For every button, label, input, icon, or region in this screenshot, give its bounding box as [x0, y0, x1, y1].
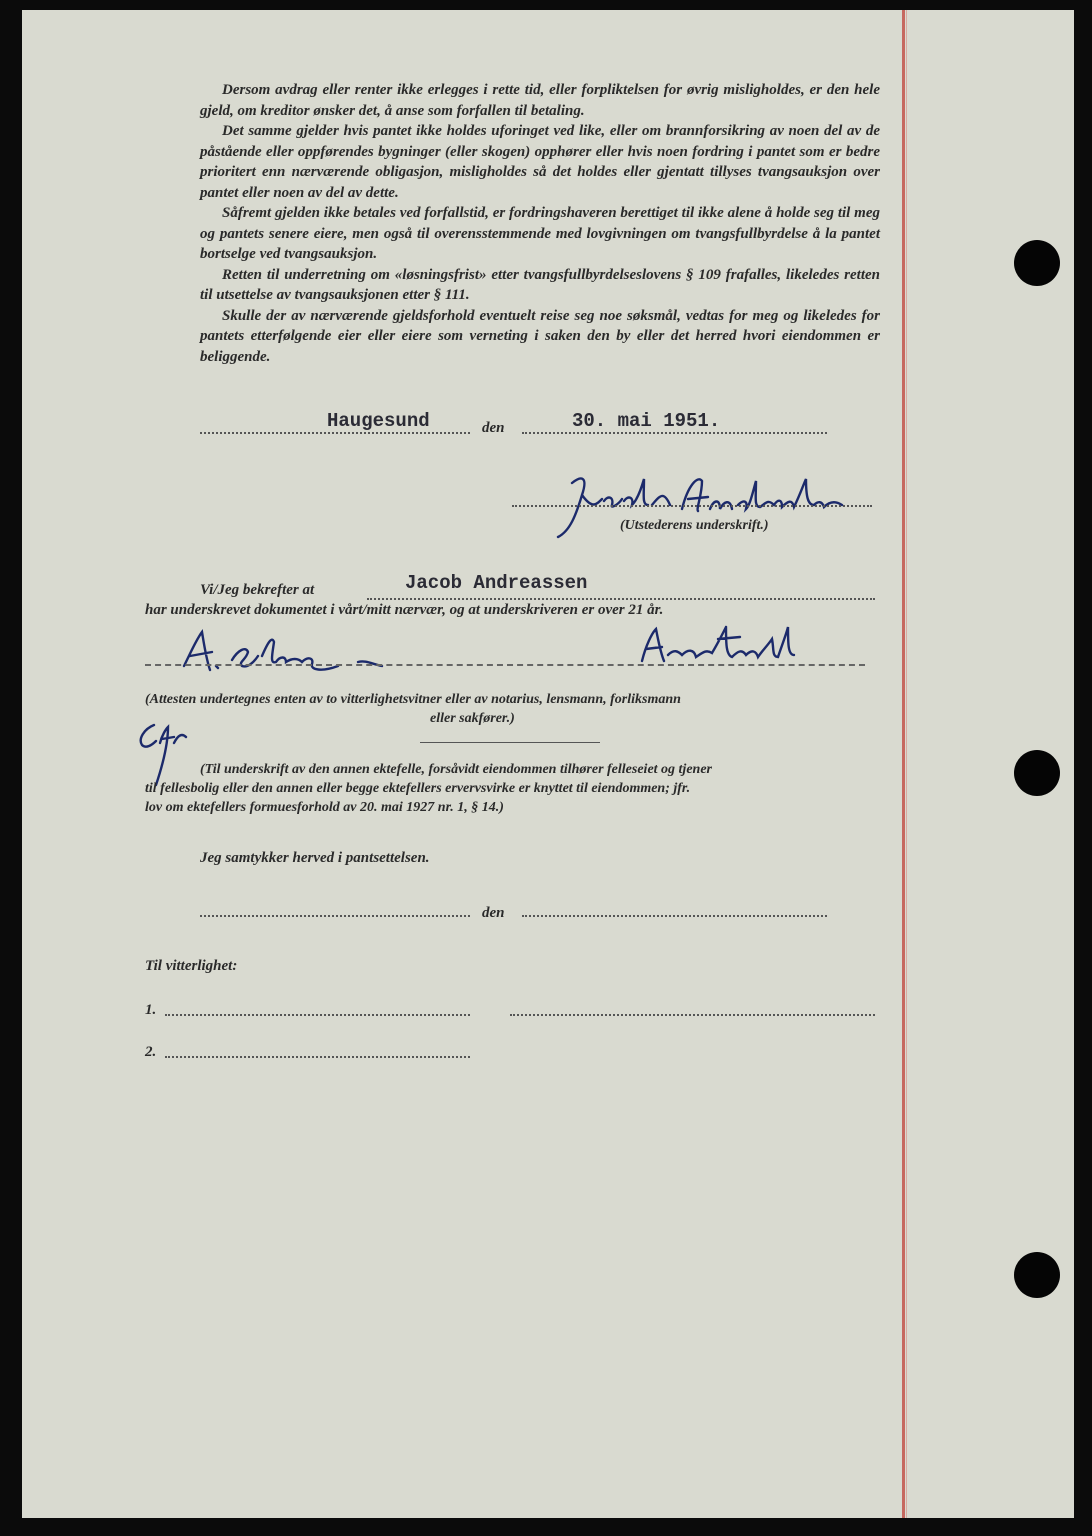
witness-signature-left [162, 622, 402, 682]
attest-note-line1: (Attesten undertegnes enten av to vitterlighetsvitner eller av notarius, lensmann, forliksmann [145, 692, 681, 707]
date-value: 30. mai 1951. [572, 410, 721, 432]
terms-paragraph: Dersom avdrag eller renter ikke erlegges i rette tid, eller forpliktelsen for øvrig misligholdes, er den hele gjeld, om kreditor ønsker det, å anse som forfallen til betaling. [200, 82, 880, 119]
issuer-signature-line [512, 505, 872, 507]
consent-place-line [200, 915, 470, 917]
terms-paragraph: Det samme gjelder hvis pantet ikke holdes uforinget ved like, eller om brannforsikring av noen del av de påstående eller oppførendes bygninger (eller skogen) opphører eller hvis noen fordring i pantet som er bedre prioritert enn nærværende obligasjon, misligholdes så det holdes eller gjentatt tillyses tvangsauksjon over pantet eller noen av del av dette. [200, 123, 880, 201]
confirm-prefix: Vi/Jeg bekrefter at [200, 582, 315, 598]
witness-2-label: 2. [145, 1044, 157, 1060]
place-value: Haugesund [327, 410, 430, 432]
witness-1-line-left [165, 1014, 470, 1016]
terms-text [200, 80, 880, 367]
spouse-note-line3: lov om ektefellers formuesforhold av 20. mai 1927 nr. 1, § 14.) [145, 800, 504, 815]
document-page [22, 10, 1074, 1518]
margin-rule-shadow [906, 10, 907, 1518]
terms-paragraph: Såfremt gjelden ikke betales ved forfallstid, er fordringshaveren berettiget til ikke alene å holde seg til meg og pantets senere eiere, men også til overensstemmende med lovgivningen om tvangsfullbyrdelse å la pantet bortselge ved tvangsauksjon. [200, 205, 880, 262]
den-label-2: den [482, 905, 505, 921]
witness-1-line-right [510, 1014, 875, 1016]
terms-paragraph: Skulle der av nærværende gjeldsforhold eventuelt reise seg noe søksmål, vedtas for meg og likeledes for pantets etterfølgende eier eller eiere som verneting i saken den by eller det herred hvori eiendommen er beliggende. [200, 307, 880, 365]
punch-hole-middle [1014, 750, 1060, 796]
spouse-note-line2: til fellesbolig eller den annen eller begge ektefellers ervervsvirke er knyttet til eiendommen; jfr. [145, 781, 691, 796]
witness-1-label: 1. [145, 1002, 157, 1018]
issuer-signature-caption: (Utstederens underskrift.) [620, 518, 769, 533]
separator-rule [420, 742, 600, 743]
punch-hole-top [1014, 240, 1060, 286]
margin-rule [902, 10, 905, 1518]
terms-paragraph: Retten til underretning om «løsningsfrist» etter tvangsfullbyrdelseslovens § 109 frafalles, likeledes retten til utsettelse av tvangsauksjonen etter § 111. [200, 266, 880, 303]
punch-hole-bottom [1014, 1252, 1060, 1298]
place-line [200, 432, 470, 434]
confirm-sentence: har underskrevet dokumentet i vårt/mitt nærvær, og at underskriveren er over 21 år. [145, 602, 664, 618]
consent-date-line [522, 915, 827, 917]
date-line [522, 432, 827, 434]
witness-heading: Til vitterlighet: [145, 958, 238, 974]
den-label: den [482, 420, 505, 436]
witness-2-line [165, 1056, 470, 1058]
spouse-note-line1: (Til underskrift av den annen ektefelle, forsåvidt eiendommen tilhører felleseiet og tjener [200, 762, 712, 777]
witness-signature-right [622, 615, 822, 675]
confirmed-name: Jacob Andreassen [405, 572, 588, 594]
attest-note-line2: eller sakfører.) [430, 711, 515, 726]
consent-text: Jeg samtykker herved i pantsettelsen. [200, 850, 430, 866]
